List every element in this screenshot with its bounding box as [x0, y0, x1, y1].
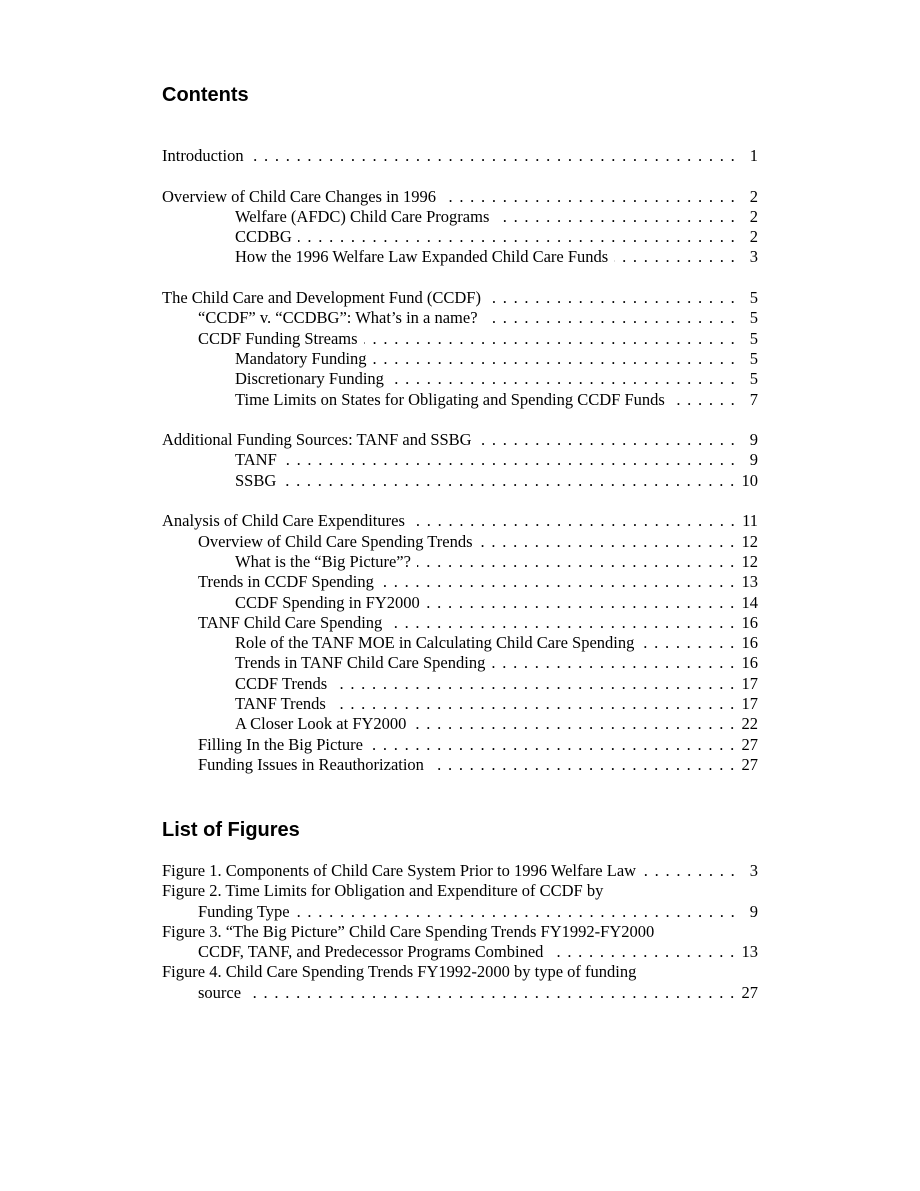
toc-entry[interactable]: [162, 187, 758, 207]
figure-entry[interactable]: [162, 861, 758, 881]
toc-entry-page-number: 5: [749, 308, 758, 328]
dot-leader: [417, 552, 736, 572]
toc-entry[interactable]: [162, 613, 758, 633]
toc-entry-title: TANF Child Care Spending: [198, 613, 388, 633]
toc-entry-title: TANF: [235, 450, 283, 470]
toc-entry[interactable]: [162, 329, 758, 349]
toc-entry-title: Welfare (AFDC) Child Care Programs: [235, 207, 495, 227]
toc-entry-page-number: 5: [749, 348, 758, 368]
toc-entry-title: Overview of Child Care Changes in 1996: [162, 187, 442, 207]
dot-leader: [640, 633, 735, 653]
toc-entry-title: SSBG: [235, 471, 282, 491]
figure-entry[interactable]: [162, 881, 758, 922]
toc-entry[interactable]: [162, 146, 758, 166]
dot-leader: [614, 247, 736, 267]
toc-entry-title: Introduction: [162, 146, 250, 166]
toc-entry[interactable]: [162, 633, 758, 653]
toc-entry[interactable]: [162, 593, 758, 613]
toc-entry-title: Overview of Child Care Spending Trends: [198, 532, 479, 552]
figure-entry-title-line: Figure 3. “The Big Picture” Child Care Spending Trends FY1992-FY2000: [162, 921, 655, 941]
toc-entry-title: CCDF Trends: [235, 674, 333, 694]
toc-entry-page-number: 22: [741, 714, 758, 734]
toc-entry[interactable]: [162, 390, 758, 410]
dot-leader: [484, 308, 736, 328]
dot-leader: [388, 613, 735, 633]
toc-entry-page-number: 12: [741, 531, 758, 551]
dot-leader: [442, 187, 736, 207]
toc-entry-page-number: 14: [741, 592, 758, 612]
toc-entry[interactable]: [162, 653, 758, 673]
dot-leader: [412, 714, 735, 734]
toc-entry-title: CCDBG: [235, 227, 298, 247]
toc-entry[interactable]: [162, 430, 758, 450]
toc-entry-title: Trends in CCDF Spending: [198, 572, 380, 592]
figure-entry-last-line: [162, 942, 758, 962]
toc-entry[interactable]: [162, 450, 758, 470]
toc-entry-title: Analysis of Child Care Expenditures: [162, 511, 411, 531]
toc-entry-page-number: 16: [741, 612, 758, 632]
toc-entry-title: “CCDF” v. “CCDBG”: What’s in a name?: [198, 308, 484, 328]
toc-entry[interactable]: [162, 288, 758, 308]
toc-entry-page-number: 16: [741, 653, 758, 673]
list-of-figures: [162, 861, 758, 1003]
toc-entry-page-number: 12: [741, 551, 758, 571]
toc-entry[interactable]: [162, 308, 758, 328]
figure-entry-title: Figure 1. Components of Child Care System Prior to 1996 Welfare Law: [162, 861, 642, 881]
figure-entry-title-line: Figure 2. Time Limits for Obligation and Expenditure of CCDF by: [162, 881, 604, 901]
dot-leader: [642, 861, 736, 881]
dot-leader: [369, 735, 736, 755]
toc-entry-title: Discretionary Funding: [235, 369, 390, 389]
figure-entry-last-line: [162, 902, 758, 922]
figure-entry-title: CCDF, TANF, and Predecessor Programs Combined: [198, 942, 549, 962]
dot-leader: [487, 288, 736, 308]
dot-leader: [332, 694, 736, 714]
toc-entry-title: Time Limits on States for Obligating and Spending CCDF Funds: [235, 390, 671, 410]
toc-entry-title: The Child Care and Development Fund (CCDF): [162, 288, 487, 308]
dot-leader: [380, 572, 736, 592]
toc-entry-page-number: 2: [749, 206, 758, 226]
dot-leader: [671, 390, 736, 410]
table-of-contents: [162, 146, 758, 775]
toc-entry-title: CCDF Spending in FY2000: [235, 593, 426, 613]
toc-entry-page-number: 1: [749, 146, 758, 165]
dot-leader: [373, 349, 736, 369]
toc-entry-title: TANF Trends: [235, 694, 332, 714]
toc-entry[interactable]: [162, 714, 758, 734]
dot-leader: [283, 450, 736, 470]
dot-leader: [426, 593, 736, 613]
figure-entry-title-line: Figure 4. Child Care Spending Trends FY1992-2000 by type of funding: [162, 962, 637, 982]
toc-entry-title: Trends in TANF Child Care Spending: [235, 653, 491, 673]
toc-entry-title: Additional Funding Sources: TANF and SSBG: [162, 430, 478, 450]
toc-entry-title: Filling In the Big Picture: [198, 735, 369, 755]
dot-leader: [390, 369, 736, 389]
toc-entry-page-number: 9: [749, 450, 758, 470]
dot-leader: [478, 430, 736, 450]
toc-entry-page-number: 2: [749, 227, 758, 247]
toc-entry-page-number: 10: [741, 470, 758, 490]
toc-entry[interactable]: [162, 247, 758, 267]
toc-entry-page-number: 16: [741, 633, 758, 653]
toc-entry-page-number: 27: [741, 754, 758, 774]
figure-entry-title: Funding Type: [198, 902, 296, 922]
dot-leader: [479, 532, 736, 552]
toc-entry-title: Funding Issues in Reauthorization: [198, 755, 430, 775]
dot-leader: [298, 227, 736, 247]
toc-entry[interactable]: [162, 511, 758, 531]
toc-entry-title: Role of the TANF MOE in Calculating Child Care Spending: [235, 633, 640, 653]
toc-entry-page-number: 17: [741, 694, 758, 714]
contents-heading: Contents: [162, 84, 249, 106]
dot-leader: [333, 674, 735, 694]
dot-leader: [430, 755, 736, 775]
toc-entry[interactable]: [162, 572, 758, 592]
dot-leader: [282, 471, 735, 491]
dot-leader: [549, 942, 735, 962]
toc-entry[interactable]: [162, 674, 758, 694]
figure-entry-page-number: 3: [749, 861, 758, 880]
toc-entry[interactable]: [162, 755, 758, 775]
toc-entry[interactable]: [162, 227, 758, 247]
toc-entry-page-number: 13: [741, 572, 758, 592]
toc-entry-page-number: 7: [749, 389, 758, 409]
toc-entry-page-number: 5: [749, 288, 758, 308]
toc-entry-title: What is the “Big Picture”?: [235, 552, 417, 572]
toc-entry-title: How the 1996 Welfare Law Expanded Child Care Funds: [235, 247, 614, 267]
figure-entry-last-line: [162, 861, 758, 881]
dot-leader: [411, 511, 736, 531]
figure-entry[interactable]: [162, 922, 758, 963]
toc-entry[interactable]: [162, 552, 758, 572]
toc-entry-page-number: 9: [749, 430, 758, 450]
dot-leader: [250, 146, 736, 166]
figure-entry-last-line: [162, 983, 758, 1003]
toc-entry-title: CCDF Funding Streams: [198, 329, 364, 349]
figure-entry-page-number: 13: [741, 942, 758, 962]
toc-entry-page-number: 11: [742, 511, 758, 531]
toc-entry[interactable]: [162, 207, 758, 227]
toc-entry-page-number: 27: [741, 734, 758, 754]
figure-entry[interactable]: [162, 962, 758, 1003]
toc-entry-page-number: 5: [749, 328, 758, 348]
toc-entry-page-number: 17: [741, 673, 758, 693]
list-of-figures-heading: List of Figures: [162, 819, 300, 841]
toc-entry-title: A Closer Look at FY2000: [235, 714, 412, 734]
toc-entry[interactable]: [162, 735, 758, 755]
toc-entry-page-number: 5: [749, 369, 758, 389]
dot-leader: [247, 983, 735, 1003]
toc-entry-page-number: 3: [749, 247, 758, 267]
toc-entry[interactable]: [162, 694, 758, 714]
toc-entry[interactable]: [162, 349, 758, 369]
figure-entry-page-number: 27: [741, 982, 758, 1002]
dot-leader: [495, 207, 736, 227]
toc-entry[interactable]: [162, 532, 758, 552]
dot-leader: [296, 902, 736, 922]
dot-leader: [364, 329, 736, 349]
toc-entry-page-number: 2: [749, 186, 758, 206]
figure-entry-title: source: [198, 983, 247, 1003]
figure-entry-page-number: 9: [749, 901, 758, 921]
toc-entry[interactable]: [162, 471, 758, 491]
toc-entry[interactable]: [162, 369, 758, 389]
dot-leader: [491, 653, 735, 673]
toc-entry-title: Mandatory Funding: [235, 349, 373, 369]
